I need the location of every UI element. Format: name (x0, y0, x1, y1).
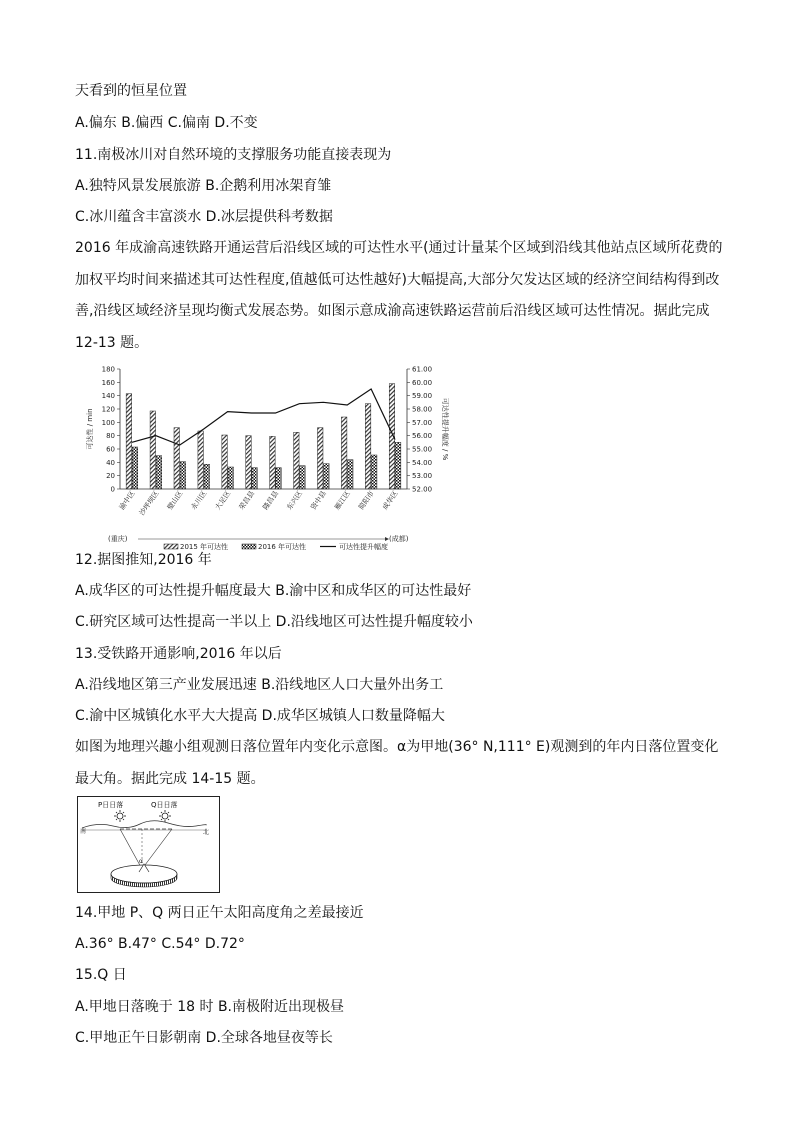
y-tick-label: 100 (101, 418, 115, 427)
q-sunset-label: Q日日落 (151, 801, 178, 809)
y2-tick-label: 57.00 (412, 418, 433, 427)
legend-label-line: 可达性提升幅度 (339, 543, 388, 551)
axis-end-label: (成都) (389, 535, 409, 543)
y2-axis-title: 可达性提升幅度 / % (441, 397, 449, 461)
x-tick-label: 成华区 (381, 489, 400, 512)
y2-tick-label: 56.00 (412, 432, 433, 441)
y-tick-label: 0 (110, 485, 115, 494)
y-tick-label: 180 (101, 365, 115, 374)
question-11-options-cd: C.冰川蕴含丰富淡水 D.冰层提供科考数据 (75, 209, 333, 225)
x-tick-label: 璧山区 (165, 489, 185, 512)
y-tick-label: 140 (101, 392, 115, 401)
y2-tick-label: 61.00 (412, 365, 433, 374)
y2-tick-label: 55.00 (412, 445, 433, 454)
bar-2016 (252, 468, 258, 489)
question-12: 12.据图推知,2016 年 (75, 552, 212, 568)
y2-tick-label: 60.00 (412, 378, 433, 387)
y2-tick-label: 53.00 (412, 472, 433, 481)
question-11-options-ab: A.独特风景发展旅游 B.企鹅利用冰架育雏 (75, 178, 332, 194)
passage-14-15: 如图为地理兴趣小组观测日落位置年内变化示意图。α为甲地(36° N,111° E)观测到的年内日落位置变化最大角。据此完成 14-15 题。 (75, 739, 719, 787)
bar-2015 (365, 404, 371, 489)
south-label: 南 (80, 828, 87, 835)
question-15-options-ab: A.甲地日落晚于 18 时 B.南极附近出现极昼 (75, 999, 345, 1015)
bar-2015 (126, 394, 131, 489)
p-sunset-label: P日日落 (98, 801, 124, 809)
bar-2016 (395, 442, 401, 489)
x-tick-label: 隆昌县 (261, 489, 281, 512)
question-14-options: A.36° B.47° C.54° D.72° (75, 936, 245, 952)
bar-2016 (204, 464, 210, 489)
question-11: 11.南极冰川对自然环境的支撑服务功能直接表现为 (75, 147, 392, 163)
y2-tick-label: 54.00 (412, 458, 433, 467)
text-line-1: 天看到的恒星位置 (75, 83, 187, 99)
question-15: 15.Q 日 (75, 967, 127, 983)
y2-tick-label: 59.00 (412, 392, 433, 401)
question-13-options-cd: C.渝中区城镇化水平大大提高 D.成华区城镇人口数量降幅大 (75, 708, 445, 724)
y-tick-label: 80 (106, 432, 115, 441)
x-tick-label: 资中县 (309, 489, 328, 512)
north-label: 北 (203, 829, 210, 836)
question-13: 13.受铁路开通影响,2016 年以后 (75, 646, 282, 662)
bar-2015 (317, 428, 323, 489)
bar-2015 (341, 417, 347, 489)
y-axis-title: 可达性 / min (86, 408, 94, 450)
question-10-options: A.偏东 B.偏西 C.偏南 D.不变 (75, 115, 258, 131)
legend-swatch-2015 (164, 544, 178, 549)
y-tick-label: 40 (106, 458, 115, 467)
x-tick-label: 荣昌县 (237, 489, 257, 512)
passage-12-13: 2016 年成渝高速铁路开通运营后沿线区域的可达性水平(通过计量某个区域到沿线其他站点区域所花费的加权平均时间来描述其可达性程度,值越低可达性越好)大幅提高,大部分欠发达区域的经济空间结构得到改善,沿线区域经济呈现均衡式发展态势。如图示意成渝高速铁路运营前后沿线区域可达性情况。据此完成 12-13 题。 (75, 240, 723, 351)
bar-2015 (246, 436, 252, 489)
legend-swatch-2016 (242, 544, 256, 549)
x-tick-label: 大足区 (213, 489, 233, 512)
y-tick-label: 60 (106, 445, 115, 454)
y2-tick-label: 52.00 (412, 485, 433, 494)
x-tick-label: 永川区 (189, 489, 209, 512)
sunset-diagram (77, 796, 220, 893)
x-tick-label: 沙坪坝区 (137, 489, 161, 518)
bar-2016 (156, 456, 162, 489)
bar-2016 (371, 455, 377, 489)
y2-tick-label: 58.00 (412, 405, 433, 414)
y-tick-label: 20 (106, 472, 115, 481)
bar-2016 (324, 464, 330, 489)
bar-2015 (150, 411, 156, 489)
improvement-line (132, 389, 395, 445)
question-15-options-cd: C.甲地正午日影朝南 D.全球各地昼夜等长 (75, 1030, 333, 1046)
question-12-options-ab: A.成华区的可达性提升幅度最大 B.渝中区和成华区的可达性最好 (75, 583, 472, 599)
x-tick-label: 渝中区 (117, 489, 137, 512)
x-tick-label: 简阳市 (357, 489, 376, 512)
legend-label-2015: 2015 年可达性 (180, 543, 229, 551)
x-tick-label: 雁江区 (333, 489, 352, 512)
question-13-options-ab: A.沿线地区第三产业发展迅速 B.沿线地区人口大量外出务工 (75, 677, 444, 693)
p-sun-icon (114, 810, 126, 822)
mountain-horizon (82, 821, 206, 828)
y-tick-label: 120 (101, 405, 115, 414)
question-12-options-cd: C.研究区域可达性提高一半以上 D.沿线地区可达性提升幅度较小 (75, 614, 473, 630)
alpha-label: α (139, 858, 143, 865)
bar-2015 (198, 431, 204, 489)
bar-2016 (300, 466, 306, 489)
bar-2015 (174, 428, 180, 489)
bar-2016 (276, 468, 282, 489)
bar-2015 (222, 435, 228, 489)
bar-2015 (294, 432, 300, 489)
bar-2016 (132, 447, 138, 489)
question-14: 14.甲地 P、Q 两日正午太阳高度角之差最接近 (75, 905, 364, 921)
q-sun-icon (159, 810, 171, 822)
bar-2016 (348, 460, 354, 489)
x-tick-label: 东兴区 (285, 489, 305, 512)
axis-start-label: (重庆) (108, 535, 128, 543)
bar-2016 (228, 467, 234, 489)
bar-2015 (270, 436, 276, 489)
accessibility-chart (72, 360, 449, 552)
y-tick-label: 160 (101, 378, 115, 387)
legend-label-2016: 2016 年可达性 (258, 543, 307, 551)
bar-2016 (180, 462, 186, 489)
